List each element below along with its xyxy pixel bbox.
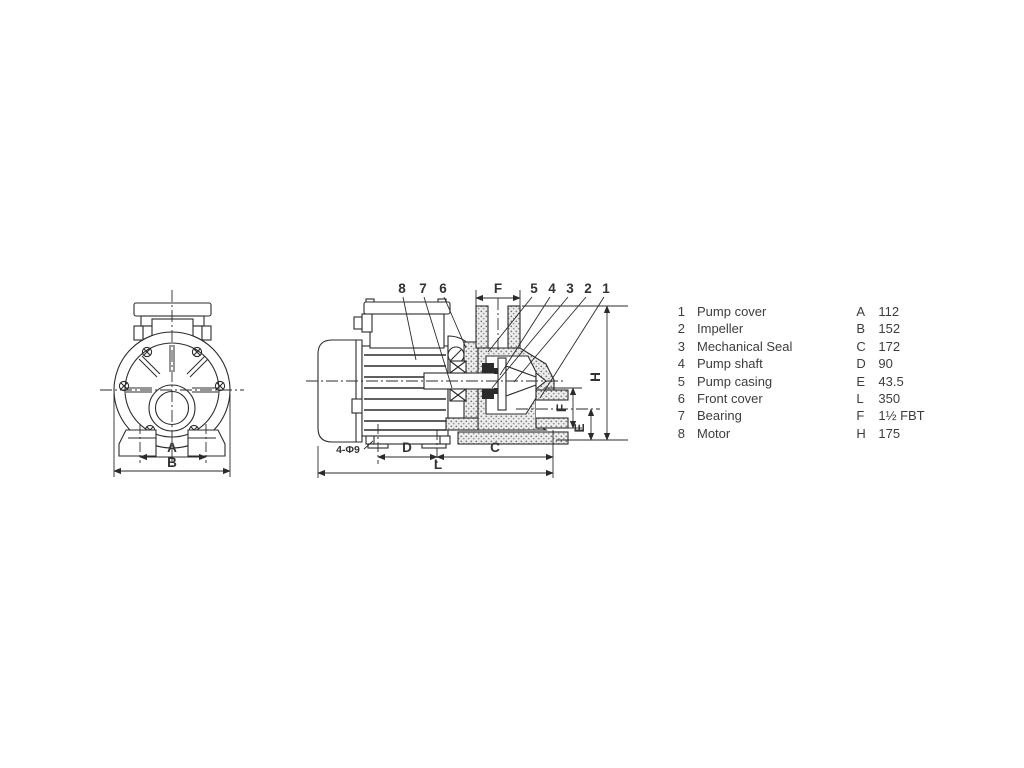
dim-row — [856, 355, 924, 372]
part-name: Front cover — [697, 391, 763, 407]
dim-label-c: C — [490, 440, 500, 455]
part-number: 2 — [677, 321, 685, 337]
callout-5: 5 — [530, 281, 538, 296]
dim-label-l: L — [433, 457, 443, 472]
dim-row — [856, 373, 924, 390]
part-name: Bearing — [697, 408, 742, 424]
part-number: 7 — [677, 408, 685, 424]
dim-key: F — [856, 408, 865, 424]
part-name: Impeller — [697, 321, 744, 337]
motor-body — [362, 346, 448, 436]
part-number: 1 — [677, 304, 685, 319]
part-name: Motor — [697, 425, 731, 441]
callout-1: 1 — [602, 281, 610, 296]
dim-row — [856, 338, 924, 355]
dim-key: A — [856, 304, 866, 319]
callout-2: 2 — [584, 281, 592, 296]
casing-foot-lower — [458, 432, 568, 444]
dim-row — [856, 407, 924, 424]
parts-list — [673, 303, 792, 442]
dim-key: D — [856, 356, 866, 372]
dim-label-b: B — [167, 455, 177, 470]
callout-7: 7 — [419, 281, 427, 296]
dim-key: C — [856, 338, 866, 354]
dim-label-a: A — [167, 440, 177, 455]
dim-key: E — [856, 373, 866, 389]
dim-value: 90 — [878, 356, 893, 372]
callout-8: 8 — [398, 281, 406, 296]
part-number: 5 — [677, 373, 685, 389]
dim-value: 350 — [878, 391, 901, 407]
dim-value: 172 — [878, 338, 901, 354]
fan-cover — [318, 340, 364, 442]
part-row — [673, 303, 792, 320]
callout-3: 3 — [566, 281, 574, 296]
part-row — [673, 320, 792, 337]
dim-row — [856, 425, 924, 442]
dim-value: 175 — [878, 425, 901, 441]
part-name: Pump cover — [697, 304, 767, 319]
holes-label: 4-Φ9 — [336, 444, 360, 456]
dim-row — [856, 303, 924, 320]
dim-value: 112 — [878, 304, 900, 319]
callout-6: 6 — [439, 281, 447, 296]
dim-label-d: D — [402, 440, 412, 455]
dim-label-f-top: F — [493, 281, 503, 296]
part-name: Pump casing — [697, 373, 773, 389]
dim-key: H — [856, 425, 866, 441]
part-row — [673, 373, 792, 390]
dim-row — [856, 390, 924, 407]
parts-legend — [673, 303, 925, 442]
dim-value: 43.5 — [878, 373, 904, 389]
part-row — [673, 407, 792, 424]
dimensions-list — [856, 303, 924, 442]
dim-row — [856, 320, 924, 337]
part-row — [673, 390, 792, 407]
terminal-box-side — [354, 299, 450, 348]
dim-label-f-side: F — [554, 403, 569, 413]
part-number: 3 — [677, 338, 685, 354]
dim-key: B — [856, 321, 866, 337]
part-row — [673, 425, 792, 442]
part-row — [673, 338, 792, 355]
part-number: 6 — [677, 391, 685, 407]
dim-key: L — [856, 391, 864, 407]
dim-label-h: H — [588, 372, 603, 382]
callout-4: 4 — [548, 281, 556, 296]
part-number: 4 — [677, 356, 685, 372]
dim-value: 1½ FBT — [878, 408, 925, 424]
part-row — [673, 355, 792, 372]
part-name: Pump shaft — [697, 356, 763, 372]
part-name: Mechanical Seal — [697, 338, 793, 354]
part-number: 8 — [677, 425, 685, 441]
dim-value: 152 — [878, 321, 901, 337]
dim-label-e: E — [572, 423, 587, 433]
